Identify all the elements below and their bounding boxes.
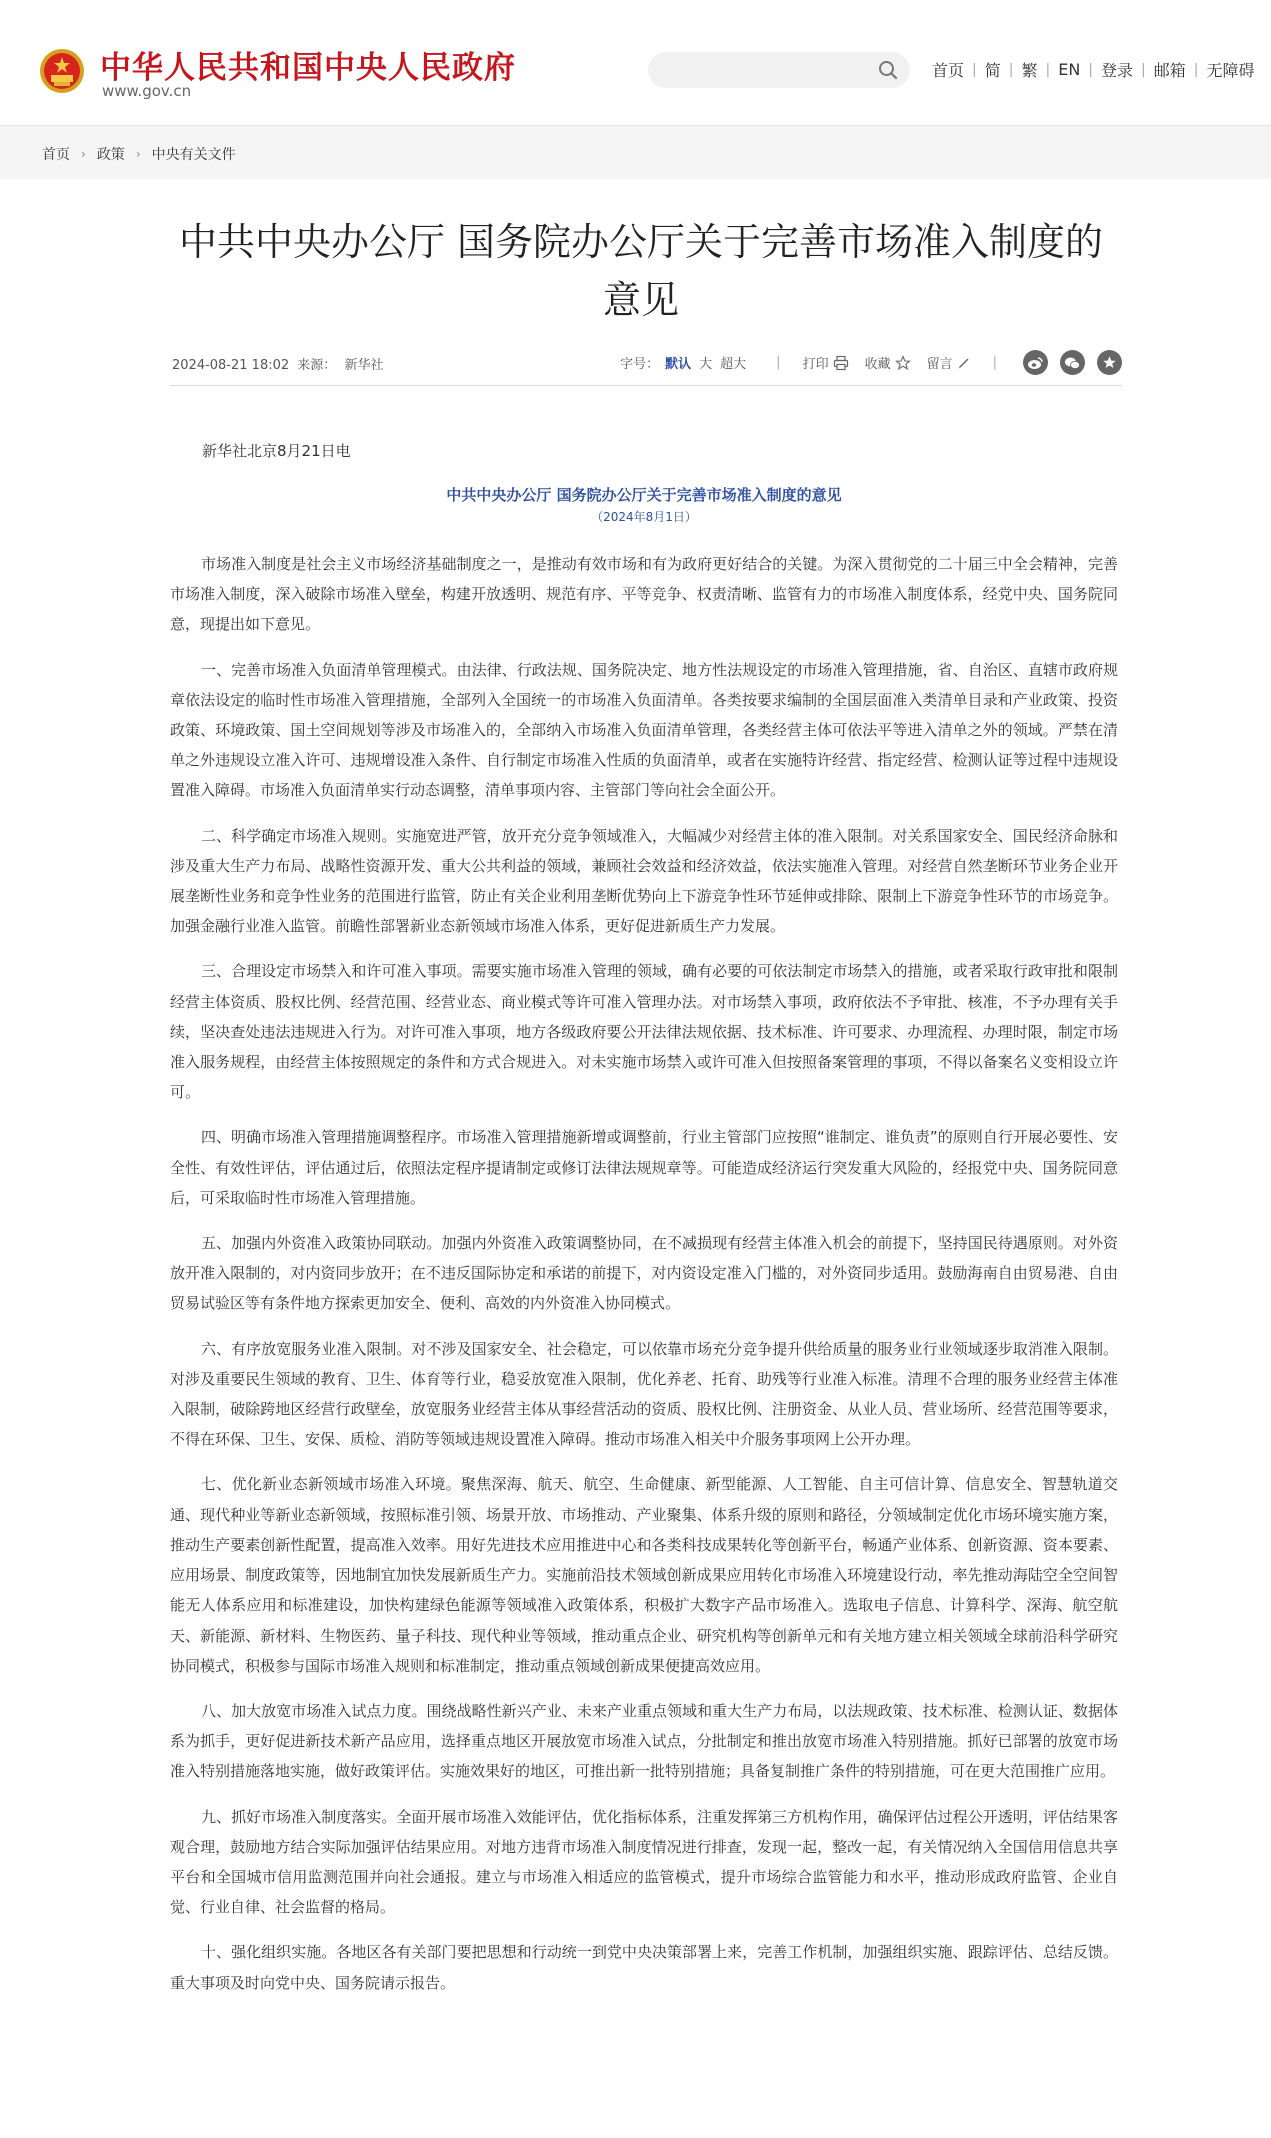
paragraph-1: 一、完善市场准入负面清单管理模式。由法律、行政法规、国务院决定、地方性法规设定的市场准入管理措施，省、自治区、直辖市政府规章依法设定的临时性市场准入管理措施，全部列入全国统一的市场准入负面清单。各类按要求编制的全国层面准入类清单目录和产业政策、投资政策、环境政策、国土空间规划等涉及市场准入的，全部纳入市场准入负面清单管理，各类经营主体可依法平等进入清单之外的领域。严禁在清单之外违规设立准入许可、违规增设准入条件、自行制定市场准入性质的负面清单，或者在实施特许经营、指定经营、检测认证等过程中违规设置准入障碍。市场准入负面清单实行动态调整，清单事项内容、主管部门等向社会全面公开。 <box>170 660 1118 800</box>
nav-home[interactable]: 首页 <box>932 61 965 80</box>
source-name: 新华社 <box>344 358 384 373</box>
nav-english[interactable]: EN <box>1058 60 1081 79</box>
source-label: 来源： <box>297 358 337 373</box>
site-title[interactable]: 中华人民共和国中央人民政府 <box>100 50 516 86</box>
article-meta <box>170 350 1122 386</box>
nav-separator: | <box>972 61 977 78</box>
paragraph-3: 三、合理设定市场禁入和许可准入事项。需要实施市场准入管理的领域，确有必要的可依法制定市场禁入的措施，或者采取行政审批和限制经营主体资质、股权比例、经营范围、经营业态、商业模式等许可准入管理办法。对市场禁入事项，政府依法不予审批、核准，不予办理有关手续，坚决查处违法违规进入行为。对许可准入事项，地方各级政府要公开法律法规依据、技术标准、许可要求、办理流程、办理时限，制定市场准入服务规程，由经营主体按照规定的条件和方式合规进入。对未实施市场禁入或许可准入但按照备案管理的事项，不得以备案名义变相设立许可。 <box>170 962 1118 1102</box>
breadcrumb-home[interactable]: 首页 <box>42 147 70 163</box>
paragraph-10: 十、强化组织实施。各地区各有关部门要把思想和行动统一到党中央决策部署上来，完善工作机制，加强组织实施、跟踪评估、总结反馈。重大事项及时向党中央、国务院请示报告。 <box>170 1943 1118 1992</box>
wechat-icon[interactable] <box>1060 350 1085 375</box>
nav-separator: | <box>1193 61 1199 78</box>
article-body <box>170 440 1118 2013</box>
font-size-large[interactable]: 大 <box>699 357 713 372</box>
favorite-label: 收藏 <box>864 357 891 372</box>
paragraph-6: 六、有序放宽服务业准入限制。对不涉及国家安全、社会稳定，可以依靠市场充分竞争提升供给质量的服务业行业领域逐步取消准入限制。对涉及重要民生领域的教育、卫生、体育等行业，稳妥放宽准入限制，优化养老、托育、助残等行业准入标准。清理不合理的服务业经营主体准入限制，破除跨地区经营行政壁垒，放宽服务业经营主体从事经营活动的资质、股权比例、注册资金、从业人员、营业场所、经营范围等要求，不得在环保、卫生、安保、质检、消防等领域违规设置准入障碍。推动市场准入相关中介服务事项网上公开办理。 <box>170 1339 1118 1449</box>
breadcrumb-policy[interactable]: 政策 <box>96 147 125 163</box>
article-tools <box>620 350 1122 375</box>
nav-separator: | <box>1088 61 1093 78</box>
print-icon <box>833 355 849 371</box>
star-icon <box>895 355 911 371</box>
comment-label: 留言 <box>926 357 953 372</box>
favorite-button[interactable] <box>865 353 911 372</box>
nav-login[interactable]: 登录 <box>1101 61 1134 80</box>
nav-separator: | <box>1141 61 1146 78</box>
paragraph-2: 二、科学确定市场准入规则。实施宽进严管，放开充分竞争领域准入，大幅减少对经营主体的准入限制。对关系国家安全、国民经济命脉和涉及重大生产力布局、战略性资源开发、重大公共利益的领域，兼顾社会效益和经济效益，依法实施准入管理。对经营自然垄断环节业务企业开展垄断性业务和竞争性业务的范围进行监管，防止有关企业利用垄断优势向上下游竞争性环节延伸或排除、限制上下游竞争性环节的市场竞争。加强金融行业准入监管。前瞻性部署新业态新领域市场准入体系，更好促进新质生产力发展。 <box>170 826 1118 936</box>
document-title: 中共中央办公厅 国务院办公厅关于完善市场准入制度的意见 <box>446 486 842 504</box>
document-date: （2024年8月1日） <box>591 510 697 524</box>
paragraph-7: 七、优化新业态新领域市场准入环境。聚焦深海、航天、航空、生命健康、新型能源、人工智能、自主可信计算、信息安全、智慧轨道交通、现代种业等新业态新领域，按照标准引领、场景开放、市场推动、产业聚集、体系升级的原则和路径，分领域制定优化市场环境实施方案，推动生产要素创新性配置，提高准入效率。用好先进技术应用推进中心和各类科技成果转化等创新平台，畅通产业体系、创新资源、资本要素、应用场景、制度政策等，因地制宜加快发展新质生产力。实施前沿技术领域创新成果应用转化市场准入环境建设行动，率先推动海陆空全空间智能无人体系应用和标准建设，加快构建绿色能源等领域准入政策体系，积极扩大数字产品市场准入。选取电子信息、计算科学、深海、航空航天、新能源、新材料、生物医药、量子科技、现代种业等领域，推动重点企业、研究机构等创新单元和有关地方建立相关领域全球前沿科学研究协同模式，积极参与国际市场准入规则和标准制定，推动重点领域创新成果便捷高效应用。 <box>170 1475 1118 1675</box>
divider: | <box>992 355 997 370</box>
nav-accessibility[interactable]: 无障碍 <box>1206 61 1255 80</box>
top-nav <box>924 58 1262 81</box>
paragraph-4: 四、明确市场准入管理措施调整程序。市场准入管理措施新增或调整前，行业主管部门应按照“谁制定、谁负责”的原则自行开展必要性、安全性、有效性评估，评估通过后，依照法定程序提请制定或修订法律法规规章等。可能造成经济运行突发重大风险的，经报党中央、国务院同意后，可采取临时性市场准入管理措施。 <box>170 1128 1118 1207</box>
paragraph-8: 八、加大放宽市场准入试点力度。围绕战略性新兴产业、未来产业重点领域和重大生产力布局，以法规政策、技术标准、检测认证、数据体系为抓手，更好促进新技术新产品应用，选择重点地区开展放宽市场准入试点，分批制定和推出放宽市场准入特别措施。抓好已部署的放宽市场准入特别措施落地实施，做好政策评估。实施效果好的地区，可推出新一批特别措施；具备复制推广条件的特别措施，可在更大范围推广应用。 <box>170 1701 1118 1781</box>
print-button[interactable] <box>803 353 849 372</box>
breadcrumb-bar <box>0 125 1271 179</box>
breadcrumb-central-docs[interactable]: 中央有关文件 <box>151 147 236 163</box>
nav-mail[interactable]: 邮箱 <box>1153 61 1186 80</box>
page-title: 中共中央办公厅 国务院办公厅关于完善市场准入制度的意见 <box>178 220 1104 322</box>
pencil-icon <box>957 356 971 370</box>
nav-separator: | <box>1008 61 1014 78</box>
site-header <box>0 0 1271 125</box>
comment-button[interactable] <box>927 353 971 372</box>
nav-traditional[interactable]: 繁 <box>1021 61 1038 80</box>
font-size-label: 字号： <box>620 357 660 372</box>
dateline: 新华社北京8月21日电 <box>202 442 351 460</box>
article-info <box>172 354 387 373</box>
breadcrumb <box>42 144 236 164</box>
paragraph-9: 九、抓好市场准入制度落实。全面开展市场准入效能评估，优化指标体系，注重发挥第三方机构作用，确保评估过程公开透明，评估结果客观合理，鼓励地方结合实际加强评估结果应用。对地方违背市场准入制度情况进行排查，发现一起，整改一起，有关情况纳入全国信用信息共享平台和全国城市信用监测范围并向社会通报。建立与市场准入相适应的监管模式，提升市场综合监管能力和水平，推动形成政府监管、企业自觉、行业自律、社会监督的格局。 <box>170 1807 1118 1917</box>
font-size-default[interactable]: 默认 <box>665 357 692 372</box>
paragraph-5: 五、加强内外资准入政策协同联动。加强内外资准入政策调整协同，在不减损现有经营主体准入机会的前提下，坚持国民待遇原则。对外资放开准入限制的，对内资同步放开；在不违反国际协定和承诺的前提下，对内资设定准入门槛的，对外资同步适用。鼓励海南自由贸易港、自由贸易试验区等有条件地方探索更加安全、便利、高效的内外资准入协同模式。 <box>170 1234 1118 1313</box>
paragraph-intro: 市场准入制度是社会主义市场经济基础制度之一，是推动有效市场和有为政府更好结合的关键。为深入贯彻党的二十届三中全会精神，完善市场准入制度，深入破除市场准入壁垒，构建开放透明、规范有序、平等竞争、权责清晰、监管有力的市场准入制度体系，经党中央、国务院同意，现提出如下意见。 <box>170 555 1118 634</box>
qzone-icon[interactable] <box>1097 350 1122 375</box>
font-size-xlarge[interactable]: 超大 <box>720 357 747 372</box>
search-input[interactable] <box>648 52 910 88</box>
nav-simplified[interactable]: 简 <box>984 61 1001 80</box>
divider: | <box>776 355 781 370</box>
chevron-right-icon: › <box>81 147 86 161</box>
search-icon[interactable] <box>878 60 898 80</box>
print-label: 打印 <box>802 357 829 372</box>
weibo-icon[interactable] <box>1023 350 1048 375</box>
chevron-right-icon: › <box>135 147 141 161</box>
nav-separator: | <box>1045 61 1051 78</box>
national-emblem-icon[interactable] <box>36 46 88 96</box>
site-url: www.gov.cn <box>102 82 192 100</box>
publish-date: 2024-08-21 18:02 <box>172 358 290 373</box>
